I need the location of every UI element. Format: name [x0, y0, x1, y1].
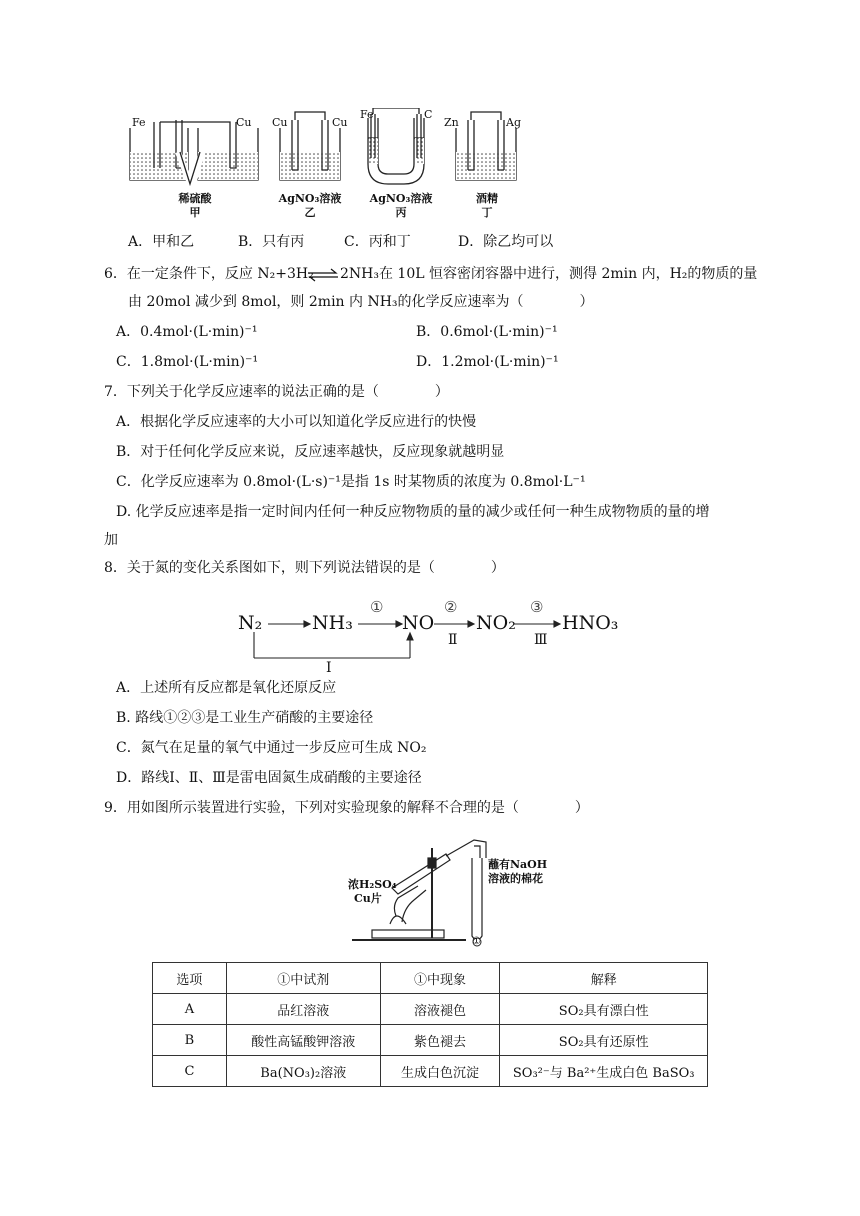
- yi-right-electrode-label: Cu: [332, 116, 348, 129]
- q7-option-d-cont: 加: [104, 532, 118, 548]
- q6-stem-part1: 6．在一定条件下，反应 N₂+3H₂: [104, 266, 314, 282]
- table-cell: Ba(NO₃)₂溶液: [226, 1056, 380, 1087]
- table-cell: 生成白色沉淀: [380, 1056, 500, 1087]
- ding-left-electrode-label: Zn: [444, 116, 459, 129]
- q6-stem-part2: 2NH₃在 10L 恒容密闭容器中进行，测得 2min 内，H₂的物质的量: [340, 266, 758, 282]
- q7-option-d: D. 化学反应速率是指一定时间内任何一种反应物物质的量的减少或任何一种生成物物质的量的增: [116, 504, 710, 520]
- q7-stem: 7．下列关于化学反应速率的说法正确的是（ ）: [104, 384, 449, 400]
- q7-option-b: B．对于任何化学反应来说，反应速率越快，反应现象就越明显: [116, 444, 505, 460]
- q8-option-a: A．上述所有反应都是氧化还原反应: [116, 680, 337, 696]
- ding-solution-label: 酒精: [476, 192, 498, 205]
- acid-label: 浓H₂SO₄: [348, 878, 397, 891]
- table-row: [153, 994, 708, 1025]
- q8-option-b: B. 路线①②③是工业生产硝酸的主要途径: [116, 710, 374, 726]
- table-cell: 紫色褪去: [380, 1025, 500, 1056]
- reversible-arrow-icon: [306, 268, 340, 282]
- no-label: NO: [402, 612, 435, 634]
- bing-name-label: 丙: [395, 206, 407, 219]
- route-III-label: Ⅲ: [534, 632, 548, 648]
- route-1-label: ①: [370, 598, 384, 616]
- table-cell: B: [153, 1025, 227, 1056]
- table-cell: SO₃²⁻与 Ba²⁺生成白色 BaSO₃: [500, 1056, 708, 1087]
- q6-stem-part3: 由 20mol 减少到 8mol，则 2min 内 NH₃的化学反应速率为（ ）: [128, 294, 594, 310]
- jia-solution-label: 稀硫酸: [178, 192, 212, 205]
- ding-right-electrode-label: Ag: [506, 116, 521, 129]
- q5-option-c: C．丙和丁: [344, 234, 411, 250]
- q8-option-c: C．氮气在足量的氧气中通过一步反应可生成 NO₂: [116, 740, 427, 756]
- q6-option-a: A．0.4mol·(L·min)⁻¹: [116, 324, 258, 340]
- header-phenomenon: ①中现象: [380, 963, 500, 994]
- table-cell: A: [153, 994, 227, 1025]
- q5-option-d: D．除乙均可以: [458, 234, 554, 250]
- table-row: [153, 1056, 708, 1087]
- q6-option-b: B．0.6mol·(L·min)⁻¹: [416, 324, 558, 340]
- q8-option-d: D．路线Ⅰ、Ⅱ、Ⅲ是雷电固氮生成硝酸的主要途径: [116, 770, 422, 786]
- q5-option-b: B．只有丙: [238, 234, 305, 250]
- jia-left-electrode-label: Fe: [132, 116, 146, 129]
- table-cell: 酸性高锰酸钾溶液: [226, 1025, 380, 1056]
- header-explanation: 解释: [500, 963, 708, 994]
- route-2-label: ②: [444, 598, 458, 616]
- jia-right-electrode-label: Cu: [236, 116, 252, 129]
- bing-left-electrode-label: Fe: [360, 108, 374, 121]
- q6-option-c: C．1.8mol·(L·min)⁻¹: [116, 354, 259, 370]
- q8-stem: 8．关于氮的变化关系图如下，则下列说法错误的是（ ）: [104, 560, 505, 576]
- bing-right-electrode-label: C: [424, 108, 433, 121]
- header-option: 选项: [153, 963, 227, 994]
- table-cell: 品红溶液: [226, 994, 380, 1025]
- yi-left-electrode-label: Cu: [272, 116, 288, 129]
- table-cell: SO₂具有还原性: [500, 1025, 708, 1056]
- ding-name-label: 丁: [481, 206, 493, 219]
- table-cell: C: [153, 1056, 227, 1087]
- q7-option-c: C．化学反应速率为 0.8mol·(L·s)⁻¹是指 1s 时某物质的浓度为 0.8mol·L⁻¹: [116, 474, 586, 490]
- cotton-label-1: 蘸有NaOH: [488, 858, 548, 871]
- route-I-label: Ⅰ: [326, 660, 332, 676]
- table-cell: 溶液褪色: [380, 994, 500, 1025]
- route-3-label: ③: [530, 598, 544, 616]
- bing-solution-label: AgNO₃溶液: [369, 192, 433, 205]
- nitrogen-arrows-drawing: [236, 596, 636, 686]
- table-cell: SO₂具有漂白性: [500, 994, 708, 1025]
- q9-table: [152, 962, 708, 1087]
- tube-1-label: ①: [472, 936, 481, 947]
- q5-option-a: A．甲和乙: [128, 234, 195, 250]
- header-reagent: ①中试剂: [226, 963, 380, 994]
- table-row: [153, 1025, 708, 1056]
- yi-name-label: 乙: [304, 206, 316, 219]
- cotton-label-2: 溶液的棉花: [488, 872, 543, 885]
- q9-stem: 9．用如图所示装置进行实验，下列对实验现象的解释不合理的是（ ）: [104, 800, 589, 816]
- n2-label: N₂: [238, 612, 263, 634]
- yi-solution-label: AgNO₃溶液: [278, 192, 342, 205]
- table-header-row: [153, 963, 708, 994]
- hno3-label: HNO₃: [562, 612, 619, 634]
- nh3-label: NH₃: [312, 612, 353, 634]
- no2-label: NO₂: [476, 612, 516, 634]
- q7-option-a: A．根据化学反应速率的大小可以知道化学反应进行的快慢: [116, 414, 477, 430]
- route-II-label: Ⅱ: [448, 632, 458, 648]
- q6-option-d: D．1.2mol·(L·min)⁻¹: [416, 354, 559, 370]
- jia-name-label: 甲: [189, 206, 201, 219]
- copper-label: Cu片: [354, 892, 382, 905]
